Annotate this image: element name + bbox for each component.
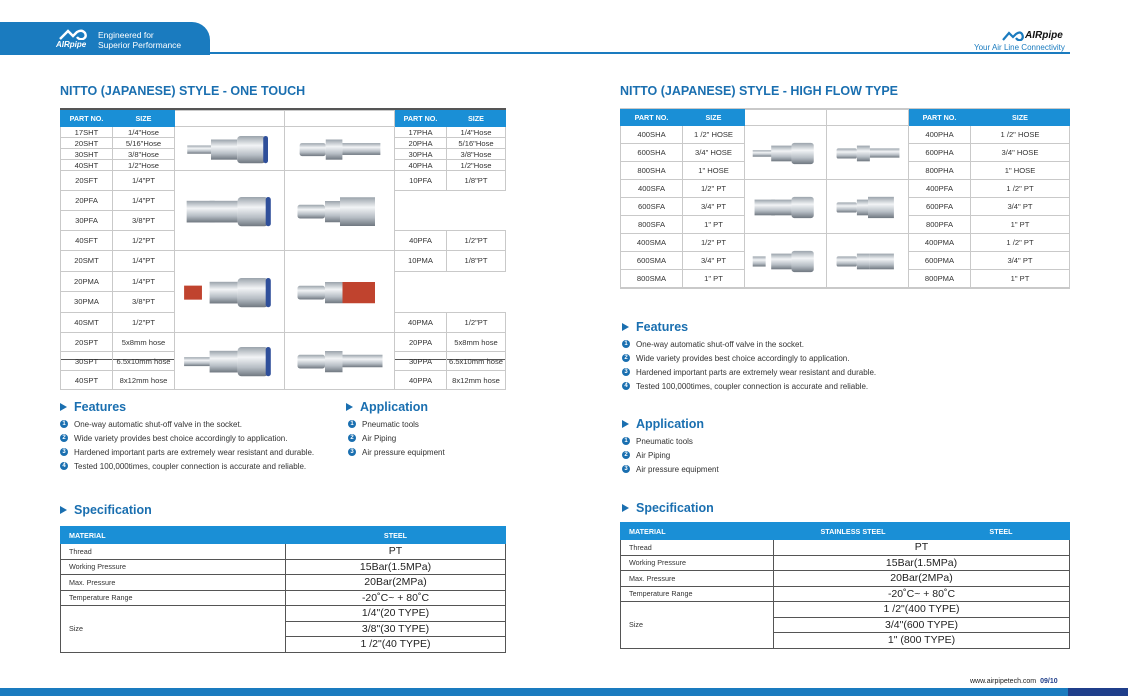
number-bullet-icon: 2 bbox=[60, 434, 68, 442]
part-no-header: PART NO. bbox=[621, 110, 683, 126]
triangle-bullet-icon bbox=[622, 420, 629, 428]
steel-header: STEEL bbox=[286, 527, 506, 544]
spec-label: Working Pressure bbox=[621, 555, 774, 571]
spec-value: -20˚C~ + 80˚C bbox=[286, 590, 506, 606]
part-no-header: PART NO. bbox=[395, 111, 447, 127]
triangle-bullet-icon bbox=[346, 403, 353, 411]
size-cell: 1/2"Hose bbox=[113, 160, 175, 171]
spec-row-thread bbox=[61, 544, 506, 560]
spec-label: Thread bbox=[61, 544, 286, 560]
part-no-cell: 10PMA bbox=[395, 251, 447, 272]
left-spec-heading bbox=[60, 503, 152, 517]
socket-image-cell bbox=[745, 180, 827, 234]
size-cell: 3/4" HOSE bbox=[971, 144, 1070, 162]
application-title: Application bbox=[636, 417, 705, 431]
high-flow-table bbox=[620, 109, 1070, 288]
airpipe-logo-left bbox=[56, 28, 90, 52]
number-bullet-icon: 4 bbox=[60, 462, 68, 470]
right-features-list bbox=[622, 337, 876, 393]
size-cell: 3/8"Hose bbox=[447, 149, 506, 160]
size-cell: 1/4"PT bbox=[113, 251, 175, 272]
plug-image-cell bbox=[827, 126, 909, 180]
plug-image-cell bbox=[285, 171, 395, 251]
footer-band-accent bbox=[1068, 688, 1128, 696]
header-rule-left bbox=[210, 52, 564, 54]
spec-value: -20˚C~ + 80˚C bbox=[774, 586, 1070, 602]
plug-image-cell bbox=[285, 333, 395, 390]
spec-row-max-pressure bbox=[621, 571, 1070, 587]
size-cell: 3/4" PT bbox=[683, 252, 745, 270]
size-cell: 1" PT bbox=[683, 216, 745, 234]
spec-value: 15Bar(1.5MPa) bbox=[286, 559, 506, 575]
left-application-list bbox=[348, 417, 445, 459]
left-product-table bbox=[60, 108, 506, 385]
part-no-cell: 400SMA bbox=[621, 234, 683, 252]
list-item bbox=[622, 337, 876, 351]
part-no-cell: 20PMA bbox=[61, 271, 113, 292]
list-item-text: Wide variety provides best choice accordingly to application. bbox=[636, 353, 850, 363]
size-cell: 1/4"Hose bbox=[113, 127, 175, 138]
size-cell: 5x8mm hose bbox=[447, 333, 506, 352]
material-header: MATERIAL bbox=[61, 527, 286, 544]
size-cell: 1/4"PT bbox=[113, 171, 175, 191]
part-no-cell: 40PFA bbox=[395, 231, 447, 251]
part-no-cell: 30SPT bbox=[61, 352, 113, 371]
part-no-cell: 17SHT bbox=[61, 127, 113, 138]
size-cell: 8x12mm hose bbox=[447, 371, 506, 390]
table-row bbox=[61, 333, 506, 352]
spec-label: Size bbox=[61, 606, 286, 653]
spec-label: Max. Pressure bbox=[621, 571, 774, 587]
left-application-heading bbox=[346, 400, 428, 414]
part-no-cell: 20SPT bbox=[61, 333, 113, 352]
part-no-cell: 40PPA bbox=[395, 371, 447, 390]
spec-row-working-pressure bbox=[621, 555, 1070, 571]
size-header: SIZE bbox=[113, 111, 175, 127]
spec-row-thread bbox=[621, 540, 1070, 556]
list-item-text: Tested 100,000times, coupler connection is accurate and reliable. bbox=[636, 381, 869, 391]
part-no-cell: 17PHA bbox=[395, 127, 447, 138]
part-no-cell: 40PHA bbox=[395, 160, 447, 171]
list-item-text: Air Piping bbox=[636, 450, 671, 460]
right-spec-heading bbox=[622, 501, 714, 515]
size-header: SIZE bbox=[683, 110, 745, 126]
part-no-cell: 600SHA bbox=[621, 144, 683, 162]
table-row bbox=[61, 127, 506, 138]
size-cell: 5/16"Hose bbox=[113, 138, 175, 149]
size-cell: 1" HOSE bbox=[683, 162, 745, 180]
list-item bbox=[60, 417, 314, 431]
number-bullet-icon: 3 bbox=[348, 448, 356, 456]
size-cell: 3/4" PT bbox=[971, 198, 1070, 216]
size-cell: 1/2"PT bbox=[447, 312, 506, 333]
part-no-cell: 20SMT bbox=[61, 251, 113, 272]
list-item bbox=[348, 417, 445, 431]
nut-hose-socket-icon bbox=[179, 339, 281, 383]
list-item bbox=[622, 462, 719, 476]
female-plug-hf-icon bbox=[831, 187, 905, 227]
size-header: SIZE bbox=[971, 110, 1070, 126]
spec-value: 1 /2"(400 TYPE) bbox=[774, 602, 1070, 618]
airpipe-logo-icon bbox=[1002, 30, 1024, 41]
material-header: MATERIAL bbox=[621, 523, 774, 540]
spec-row-working-pressure bbox=[61, 559, 506, 575]
size-cell: 1/2"PT bbox=[447, 231, 506, 251]
list-item bbox=[60, 445, 314, 459]
list-item-text: Air pressure equipment bbox=[362, 447, 445, 457]
spec-row-max-pressure bbox=[61, 575, 506, 591]
part-no-cell: 600SFA bbox=[621, 198, 683, 216]
spec-value: 1/4"(20 TYPE) bbox=[286, 606, 506, 622]
table-row bbox=[621, 180, 1070, 198]
part-no-cell: 400PFA bbox=[909, 180, 971, 198]
list-item-text: Air pressure equipment bbox=[636, 464, 719, 474]
header-tagline-right: Your Air Line Connectivity bbox=[974, 43, 1065, 52]
list-item bbox=[622, 434, 719, 448]
footer-band bbox=[0, 688, 1068, 696]
part-no-cell: 40SFT bbox=[61, 231, 113, 251]
image-header bbox=[285, 111, 395, 127]
male-plug-hf-icon bbox=[831, 241, 905, 281]
list-item-text: Hardened important parts are extremely wear resistant and durable. bbox=[636, 367, 877, 377]
part-no-cell: 30PHA bbox=[395, 149, 447, 160]
list-item-text: Pneumatic tools bbox=[636, 436, 693, 446]
part-no-cell: 400SFA bbox=[621, 180, 683, 198]
number-bullet-icon: 3 bbox=[60, 448, 68, 456]
size-cell: 3/8"Hose bbox=[113, 149, 175, 160]
number-bullet-icon: 1 bbox=[60, 420, 68, 428]
spec-value: PT bbox=[774, 540, 1070, 556]
socket-image-cell bbox=[175, 251, 285, 333]
size-cell: 3/4" PT bbox=[971, 252, 1070, 270]
table-header-row bbox=[621, 110, 1070, 126]
logo-wordmark: AIRpipe bbox=[1025, 29, 1063, 41]
number-bullet-icon: 2 bbox=[622, 451, 630, 459]
size-cell: 1" PT bbox=[971, 270, 1070, 288]
size-cell: 1/2" PT bbox=[683, 180, 745, 198]
female-socket-hf-icon bbox=[749, 185, 823, 229]
spec-row-size bbox=[621, 602, 1070, 618]
part-no-cell: 800SHA bbox=[621, 162, 683, 180]
list-item-text: Hardened important parts are extremely wear resistant and durable. bbox=[74, 447, 315, 457]
table-header-row bbox=[61, 111, 506, 127]
part-no-cell: 800SFA bbox=[621, 216, 683, 234]
table-row bbox=[621, 234, 1070, 252]
right-product-table bbox=[620, 108, 1070, 289]
female-thread-plug-icon bbox=[289, 191, 391, 231]
spec-value: PT bbox=[286, 544, 506, 560]
airpipe-logo-icon bbox=[58, 28, 88, 40]
right-application-list bbox=[622, 434, 719, 476]
size-cell: 1 /2" HOSE bbox=[683, 126, 745, 144]
logo-wordmark: AIRpipe bbox=[56, 40, 87, 49]
number-bullet-icon: 2 bbox=[622, 354, 630, 362]
right-title: NITTO (JAPANESE) STYLE - HIGH FLOW TYPE bbox=[620, 84, 899, 98]
header-rule-right bbox=[564, 52, 1070, 54]
spec-label: Temperature Range bbox=[61, 590, 286, 606]
part-no-cell: 400PMA bbox=[909, 234, 971, 252]
image-header bbox=[175, 111, 285, 127]
female-thread-socket-icon bbox=[179, 189, 281, 233]
size-cell: 1/2"Hose bbox=[447, 160, 506, 171]
part-no-cell: 30SHT bbox=[61, 149, 113, 160]
size-cell: 8x12mm hose bbox=[113, 371, 175, 390]
size-cell: 1/2"PT bbox=[113, 231, 175, 251]
features-title: Features bbox=[74, 400, 127, 414]
size-cell: 1 /2" PT bbox=[971, 180, 1070, 198]
hose-plug-hf-icon bbox=[831, 133, 905, 173]
size-cell: 1 /2" HOSE bbox=[971, 126, 1070, 144]
hose-socket-hf-icon bbox=[749, 131, 823, 175]
table-row bbox=[61, 171, 506, 191]
nut-hose-plug-icon bbox=[289, 341, 391, 381]
number-bullet-icon: 4 bbox=[622, 382, 630, 390]
plug-image-cell bbox=[285, 127, 395, 171]
right-features-heading bbox=[622, 320, 688, 334]
part-no-cell: 40SHT bbox=[61, 160, 113, 171]
list-item bbox=[60, 459, 314, 473]
part-no-cell: 600PHA bbox=[909, 144, 971, 162]
part-no-cell: 800PHA bbox=[909, 162, 971, 180]
part-no-cell: 20PFA bbox=[61, 191, 113, 211]
part-no-cell: 20SFT bbox=[61, 171, 113, 191]
features-title: Features bbox=[636, 320, 689, 334]
spec-value: 3/8"(30 TYPE) bbox=[286, 621, 506, 637]
number-bullet-icon: 3 bbox=[622, 368, 630, 376]
part-no-cell: 600PMA bbox=[909, 252, 971, 270]
page-number: 09/10 bbox=[1040, 678, 1058, 685]
part-no-cell: 20SHT bbox=[61, 138, 113, 149]
airpipe-logo-right bbox=[1002, 28, 1063, 42]
size-cell: 1/4"PT bbox=[113, 271, 175, 292]
male-thread-socket-icon bbox=[179, 270, 281, 314]
tagline-line-1: Engineered for bbox=[98, 30, 154, 40]
part-no-header: PART NO. bbox=[909, 110, 971, 126]
triangle-bullet-icon bbox=[622, 504, 629, 512]
table-row bbox=[61, 251, 506, 272]
one-touch-table bbox=[60, 110, 506, 390]
left-spec-table bbox=[60, 526, 506, 653]
list-item bbox=[622, 379, 876, 393]
size-cell: 6.5x10mm hose bbox=[113, 352, 175, 371]
size-cell: 5/16"Hose bbox=[447, 138, 506, 149]
right-spec-table bbox=[620, 522, 1070, 649]
website-link[interactable]: www.airpipetech.com bbox=[970, 678, 1037, 685]
spec-value: 20Bar(2MPa) bbox=[286, 575, 506, 591]
part-no-header: PART NO. bbox=[61, 111, 113, 127]
specification-title: Specification bbox=[636, 501, 714, 515]
spec-header-row bbox=[61, 527, 506, 544]
list-item-text: Air Piping bbox=[362, 433, 397, 443]
socket-image-cell bbox=[745, 126, 827, 180]
list-item bbox=[60, 431, 314, 445]
part-no-cell: 20PPA bbox=[395, 333, 447, 352]
number-bullet-icon: 3 bbox=[622, 465, 630, 473]
spec-value: 3/4"(600 TYPE) bbox=[774, 617, 1070, 633]
size-cell: 1 /2" PT bbox=[971, 234, 1070, 252]
application-title: Application bbox=[360, 400, 429, 414]
part-no-cell: 800PMA bbox=[909, 270, 971, 288]
size-cell: 3/8"PT bbox=[113, 292, 175, 313]
steel-header: STEEL bbox=[933, 523, 1070, 540]
number-bullet-icon: 1 bbox=[622, 437, 630, 445]
hose-barb-plug-icon bbox=[289, 130, 391, 168]
spec-value: 20Bar(2MPa) bbox=[774, 571, 1070, 587]
size-cell: 1" PT bbox=[971, 216, 1070, 234]
spec-header-row bbox=[621, 523, 1070, 540]
header-tagline bbox=[98, 30, 181, 50]
spec-row-temperature bbox=[61, 590, 506, 606]
part-no-cell: 40SMT bbox=[61, 312, 113, 333]
triangle-bullet-icon bbox=[60, 403, 67, 411]
part-no-cell: 40PMA bbox=[395, 312, 447, 333]
size-cell: 3/8"PT bbox=[113, 211, 175, 231]
spec-label: Working Pressure bbox=[61, 559, 286, 575]
plug-image-cell bbox=[285, 251, 395, 333]
triangle-bullet-icon bbox=[622, 323, 629, 331]
footer bbox=[970, 678, 1058, 685]
socket-image-cell bbox=[745, 234, 827, 288]
list-item bbox=[348, 431, 445, 445]
part-no-cell: 30PMA bbox=[61, 292, 113, 313]
left-features-list bbox=[60, 417, 314, 473]
list-item-text: Wide variety provides best choice accordingly to application. bbox=[74, 433, 288, 443]
specification-title: Specification bbox=[74, 503, 152, 517]
spec-row-size bbox=[61, 606, 506, 622]
size-cell: 6.5x10mm hose bbox=[447, 352, 506, 371]
hose-barb-socket-icon bbox=[179, 130, 281, 168]
tagline-line-2: Superior Performance bbox=[98, 40, 182, 50]
left-title: NITTO (JAPANESE) STYLE - ONE TOUCH bbox=[60, 84, 306, 98]
size-header: SIZE bbox=[447, 111, 506, 127]
spec-label: Temperature Range bbox=[621, 586, 774, 602]
socket-image-cell bbox=[175, 127, 285, 171]
spec-label: Thread bbox=[621, 540, 774, 556]
part-no-cell: 30PPA bbox=[395, 352, 447, 371]
size-cell: 1/2"PT bbox=[113, 312, 175, 333]
spec-value: 1" (800 TYPE) bbox=[774, 633, 1070, 649]
list-item bbox=[348, 445, 445, 459]
list-item-text: Tested 100,000times, coupler connection is accurate and reliable. bbox=[74, 461, 307, 471]
part-no-cell: 400SHA bbox=[621, 126, 683, 144]
part-no-cell: 20PHA bbox=[395, 138, 447, 149]
list-item bbox=[622, 448, 719, 462]
socket-image-cell bbox=[175, 333, 285, 390]
size-cell: 3/4" PT bbox=[683, 198, 745, 216]
triangle-bullet-icon bbox=[60, 506, 67, 514]
size-cell: 1/8"PT bbox=[447, 171, 506, 191]
list-item-text: One-way automatic shut-off valve in the socket. bbox=[636, 339, 804, 349]
number-bullet-icon: 1 bbox=[348, 420, 356, 428]
spec-value: 15Bar(1.5MPa) bbox=[774, 555, 1070, 571]
part-no-cell: 800PFA bbox=[909, 216, 971, 234]
spec-row-temperature bbox=[621, 586, 1070, 602]
spec-label: Size bbox=[621, 602, 774, 649]
part-no-cell: 800SMA bbox=[621, 270, 683, 288]
size-cell: 1" HOSE bbox=[971, 162, 1070, 180]
list-item-text: One-way automatic shut-off valve in the socket. bbox=[74, 419, 242, 429]
size-cell: 1" PT bbox=[683, 270, 745, 288]
size-cell: 1/2" PT bbox=[683, 234, 745, 252]
left-features-heading bbox=[60, 400, 126, 414]
part-no-cell: 400PHA bbox=[909, 126, 971, 144]
plug-image-cell bbox=[827, 234, 909, 288]
list-item bbox=[622, 365, 876, 379]
spec-label: Max. Pressure bbox=[61, 575, 286, 591]
size-cell: 3/4" HOSE bbox=[683, 144, 745, 162]
size-cell: 1/4"Hose bbox=[447, 127, 506, 138]
right-application-heading bbox=[622, 417, 704, 431]
size-cell: 5x8mm hose bbox=[113, 333, 175, 352]
socket-image-cell bbox=[175, 171, 285, 251]
male-socket-hf-icon bbox=[749, 239, 823, 283]
image-header bbox=[827, 110, 909, 126]
table-row bbox=[621, 126, 1070, 144]
list-item bbox=[622, 351, 876, 365]
stainless-steel-header: STAINLESS STEEL bbox=[774, 523, 933, 540]
part-no-cell: 600SMA bbox=[621, 252, 683, 270]
size-cell: 1/8"PT bbox=[447, 251, 506, 272]
size-cell: 1/4"PT bbox=[113, 191, 175, 211]
plug-image-cell bbox=[827, 180, 909, 234]
male-thread-plug-icon bbox=[289, 272, 391, 312]
part-no-cell: 10PFA bbox=[395, 171, 447, 191]
part-no-cell: 40SPT bbox=[61, 371, 113, 390]
part-no-cell: 30PFA bbox=[61, 211, 113, 231]
image-header bbox=[745, 110, 827, 126]
spec-value: 1 /2"(40 TYPE) bbox=[286, 637, 506, 653]
part-no-cell: 600PFA bbox=[909, 198, 971, 216]
number-bullet-icon: 2 bbox=[348, 434, 356, 442]
list-item-text: Pneumatic tools bbox=[362, 419, 419, 429]
number-bullet-icon: 1 bbox=[622, 340, 630, 348]
